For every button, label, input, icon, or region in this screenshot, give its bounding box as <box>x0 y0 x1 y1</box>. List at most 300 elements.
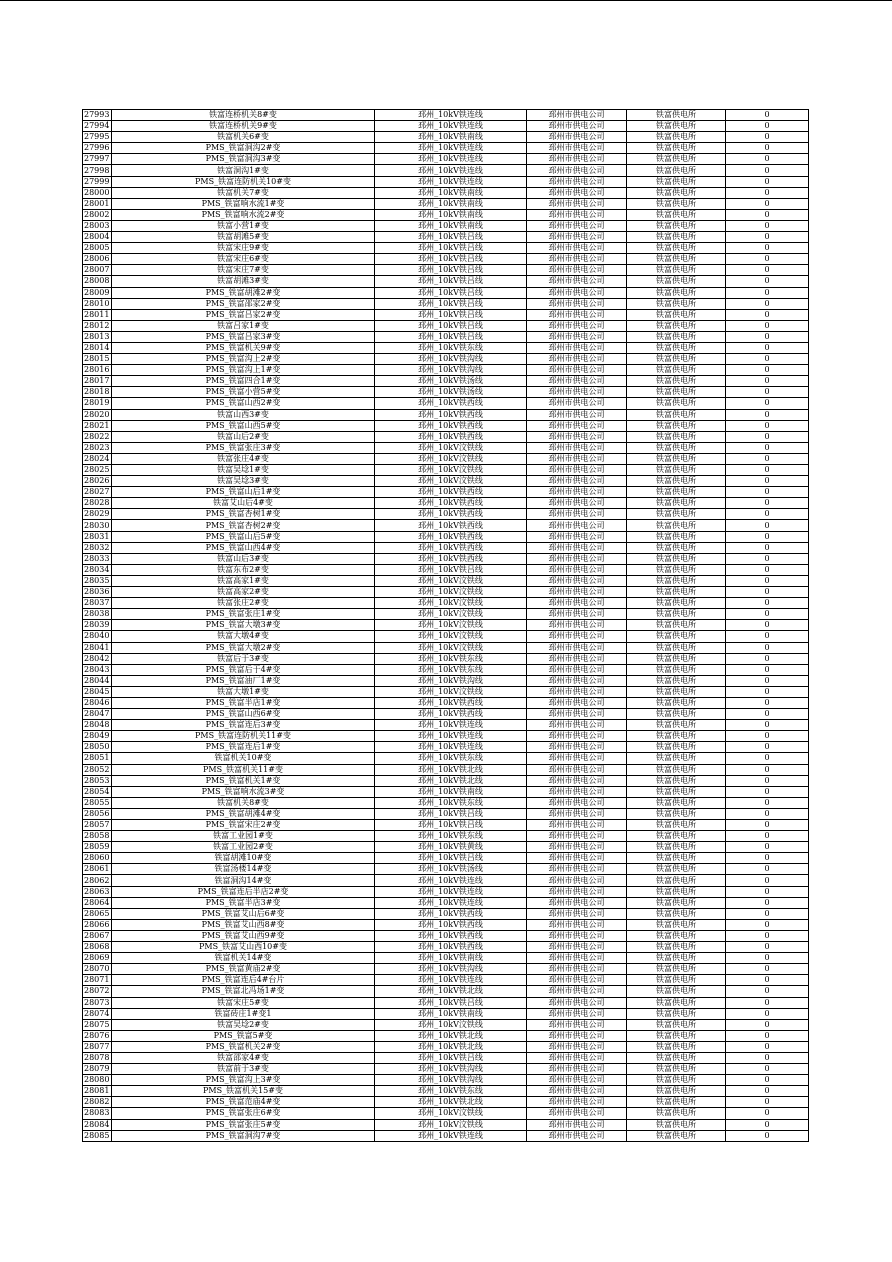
cell-value: 0 <box>726 342 809 353</box>
cell-transformer-name: 铁富大墩4#变 <box>112 631 375 642</box>
cell-feeder-line: 邳州_10kV铁西线 <box>375 553 527 564</box>
cell-power-station: 铁富供电所 <box>627 864 726 875</box>
cell-power-company: 邳州市供电公司 <box>527 110 627 121</box>
cell-feeder-line: 邳州_10kV铁吕线 <box>375 265 527 276</box>
cell-power-company: 邳州市供电公司 <box>527 176 627 187</box>
cell-transformer-name: PMS_铁富油厂1#变 <box>112 675 375 686</box>
cell-transformer-name: 铁富胡滩10#变 <box>112 853 375 864</box>
cell-value: 0 <box>726 1130 809 1141</box>
cell-serial-number: 28042 <box>83 653 112 664</box>
cell-power-station: 铁富供电所 <box>627 1075 726 1086</box>
cell-serial-number: 28050 <box>83 742 112 753</box>
cell-transformer-name: 铁富高家1#变 <box>112 575 375 586</box>
cell-serial-number: 28065 <box>83 908 112 919</box>
cell-serial-number: 28084 <box>83 1119 112 1130</box>
cell-serial-number: 28049 <box>83 731 112 742</box>
cell-transformer-name: PMS_铁富杏树1#变 <box>112 509 375 520</box>
cell-power-company: 邳州市供电公司 <box>527 598 627 609</box>
table-row <box>83 919 809 930</box>
cell-power-station: 铁富供电所 <box>627 587 726 598</box>
cell-power-station: 铁富供电所 <box>627 1030 726 1041</box>
table-body <box>83 110 809 1142</box>
cell-power-company: 邳州市供电公司 <box>527 220 627 231</box>
cell-value: 0 <box>726 331 809 342</box>
cell-serial-number: 28045 <box>83 686 112 697</box>
cell-transformer-name: PMS_铁富机关11#变 <box>112 764 375 775</box>
table-row <box>83 531 809 542</box>
cell-serial-number: 28032 <box>83 542 112 553</box>
cell-serial-number: 28026 <box>83 476 112 487</box>
cell-serial-number: 28030 <box>83 520 112 531</box>
cell-power-station: 铁富供电所 <box>627 820 726 831</box>
cell-feeder-line: 邳州_10kV铁西线 <box>375 930 527 941</box>
cell-transformer-name: 铁富山后2#变 <box>112 431 375 442</box>
cell-transformer-name: PMS_铁富北冯场1#变 <box>112 986 375 997</box>
cell-power-station: 铁富供电所 <box>627 376 726 387</box>
cell-feeder-line: 邳州_10kV铁吕线 <box>375 820 527 831</box>
table-row <box>83 342 809 353</box>
cell-feeder-line: 邳州_10kV铁南线 <box>375 220 527 231</box>
table-row <box>83 797 809 808</box>
cell-power-station: 铁富供电所 <box>627 165 726 176</box>
cell-power-company: 邳州市供电公司 <box>527 997 627 1008</box>
cell-value: 0 <box>726 664 809 675</box>
table-row <box>83 243 809 254</box>
table-row <box>83 653 809 664</box>
cell-transformer-name: 铁富机关14#变 <box>112 953 375 964</box>
cell-transformer-name: PMS_铁富张庄6#变 <box>112 1108 375 1119</box>
cell-serial-number: 28029 <box>83 509 112 520</box>
cell-transformer-name: 铁富机关6#变 <box>112 132 375 143</box>
cell-serial-number: 28036 <box>83 587 112 598</box>
cell-feeder-line: 邳州_10kV汶铁线 <box>375 631 527 642</box>
cell-value: 0 <box>726 631 809 642</box>
cell-feeder-line: 邳州_10kV铁连线 <box>375 165 527 176</box>
cell-feeder-line: 邳州_10kV铁沟线 <box>375 365 527 376</box>
table-row <box>83 553 809 564</box>
table-row <box>83 254 809 265</box>
cell-feeder-line: 邳州_10kV铁连线 <box>375 1130 527 1141</box>
cell-value: 0 <box>726 320 809 331</box>
cell-feeder-line: 邳州_10kV铁汤线 <box>375 864 527 875</box>
table-row <box>83 420 809 431</box>
cell-transformer-name: 铁富后于3#变 <box>112 653 375 664</box>
cell-feeder-line: 邳州_10kV汶铁线 <box>375 642 527 653</box>
cell-power-station: 铁富供电所 <box>627 209 726 220</box>
cell-serial-number: 27995 <box>83 132 112 143</box>
cell-feeder-line: 邳州_10kV铁西线 <box>375 942 527 953</box>
cell-power-station: 铁富供电所 <box>627 354 726 365</box>
cell-power-company: 邳州市供电公司 <box>527 753 627 764</box>
cell-power-company: 邳州市供电公司 <box>527 243 627 254</box>
cell-serial-number: 28074 <box>83 1008 112 1019</box>
cell-power-company: 邳州市供电公司 <box>527 986 627 997</box>
cell-serial-number: 28024 <box>83 453 112 464</box>
cell-feeder-line: 邳州_10kV铁连线 <box>375 875 527 886</box>
cell-serial-number: 28012 <box>83 320 112 331</box>
cell-value: 0 <box>726 598 809 609</box>
cell-transformer-name: 铁富张庄4#变 <box>112 453 375 464</box>
cell-serial-number: 28077 <box>83 1041 112 1052</box>
cell-feeder-line: 邳州_10kV汶铁线 <box>375 476 527 487</box>
cell-serial-number: 28067 <box>83 930 112 941</box>
cell-power-station: 铁富供电所 <box>627 431 726 442</box>
cell-power-company: 邳州市供电公司 <box>527 465 627 476</box>
cell-feeder-line: 邳州_10kV铁西线 <box>375 542 527 553</box>
cell-value: 0 <box>726 1019 809 1030</box>
cell-transformer-name: 铁富砖庄1#变1 <box>112 1008 375 1019</box>
cell-serial-number: 28048 <box>83 720 112 731</box>
cell-value: 0 <box>726 420 809 431</box>
cell-feeder-line: 邳州_10kV汶铁线 <box>375 453 527 464</box>
cell-serial-number: 28022 <box>83 431 112 442</box>
cell-serial-number: 28047 <box>83 709 112 720</box>
cell-feeder-line: 邳州_10kV铁黄线 <box>375 842 527 853</box>
cell-feeder-line: 邳州_10kV汶铁线 <box>375 465 527 476</box>
cell-power-station: 铁富供电所 <box>627 875 726 886</box>
cell-power-company: 邳州市供电公司 <box>527 1052 627 1063</box>
cell-serial-number: 28040 <box>83 631 112 642</box>
cell-value: 0 <box>726 309 809 320</box>
cell-serial-number: 28044 <box>83 675 112 686</box>
cell-value: 0 <box>726 498 809 509</box>
cell-transformer-name: PMS_铁富连后1#变 <box>112 742 375 753</box>
cell-value: 0 <box>726 1097 809 1108</box>
cell-power-company: 邳州市供电公司 <box>527 697 627 708</box>
cell-serial-number: 27994 <box>83 121 112 132</box>
cell-power-station: 铁富供电所 <box>627 786 726 797</box>
cell-power-company: 邳州市供电公司 <box>527 1030 627 1041</box>
cell-power-station: 铁富供电所 <box>627 121 726 132</box>
cell-power-company: 邳州市供电公司 <box>527 320 627 331</box>
cell-value: 0 <box>726 587 809 598</box>
cell-serial-number: 28051 <box>83 753 112 764</box>
cell-feeder-line: 邳州_10kV铁沟线 <box>375 354 527 365</box>
cell-feeder-line: 邳州_10kV铁南线 <box>375 209 527 220</box>
cell-power-station: 铁富供电所 <box>627 187 726 198</box>
cell-serial-number: 28016 <box>83 365 112 376</box>
cell-value: 0 <box>726 520 809 531</box>
cell-transformer-name: 铁富连桥机关9#变 <box>112 121 375 132</box>
cell-power-station: 铁富供电所 <box>627 1097 726 1108</box>
cell-power-station: 铁富供电所 <box>627 808 726 819</box>
cell-power-company: 邳州市供电公司 <box>527 908 627 919</box>
table-row <box>83 143 809 154</box>
cell-power-company: 邳州市供电公司 <box>527 132 627 143</box>
cell-feeder-line: 邳州_10kV铁东线 <box>375 753 527 764</box>
cell-value: 0 <box>726 476 809 487</box>
cell-power-station: 铁富供电所 <box>627 331 726 342</box>
cell-serial-number: 28003 <box>83 220 112 231</box>
cell-feeder-line: 邳州_10kV铁沟线 <box>375 1075 527 1086</box>
cell-serial-number: 28038 <box>83 609 112 620</box>
cell-transformer-name: PMS_铁富山西6#变 <box>112 709 375 720</box>
cell-serial-number: 28072 <box>83 986 112 997</box>
cell-feeder-line: 邳州_10kV铁吕线 <box>375 232 527 243</box>
cell-power-station: 铁富供电所 <box>627 997 726 1008</box>
cell-serial-number: 28058 <box>83 831 112 842</box>
table-row <box>83 1052 809 1063</box>
cell-feeder-line: 邳州_10kV铁吕线 <box>375 331 527 342</box>
table-row <box>83 265 809 276</box>
cell-serial-number: 27998 <box>83 165 112 176</box>
cell-power-company: 邳州市供电公司 <box>527 409 627 420</box>
cell-serial-number: 28014 <box>83 342 112 353</box>
cell-feeder-line: 邳州_10kV汶铁线 <box>375 587 527 598</box>
cell-serial-number: 28000 <box>83 187 112 198</box>
cell-power-station: 铁富供电所 <box>627 731 726 742</box>
cell-transformer-name: PMS_铁富后于4#变 <box>112 664 375 675</box>
cell-transformer-name: PMS_铁富胡滩2#变 <box>112 287 375 298</box>
cell-value: 0 <box>726 398 809 409</box>
table-row <box>83 764 809 775</box>
table-row <box>83 132 809 143</box>
cell-feeder-line: 邳州_10kV汶铁线 <box>375 598 527 609</box>
cell-transformer-name: 铁富宋庄5#变 <box>112 997 375 1008</box>
cell-power-station: 铁富供电所 <box>627 220 726 231</box>
cell-value: 0 <box>726 143 809 154</box>
cell-power-station: 铁富供电所 <box>627 465 726 476</box>
cell-power-company: 邳州市供电公司 <box>527 609 627 620</box>
cell-power-company: 邳州市供电公司 <box>527 453 627 464</box>
cell-value: 0 <box>726 254 809 265</box>
cell-feeder-line: 邳州_10kV铁南线 <box>375 1008 527 1019</box>
cell-serial-number: 28066 <box>83 919 112 930</box>
cell-power-company: 邳州市供电公司 <box>527 553 627 564</box>
cell-power-company: 邳州市供电公司 <box>527 509 627 520</box>
cell-value: 0 <box>726 187 809 198</box>
cell-power-station: 铁富供电所 <box>627 154 726 165</box>
cell-value: 0 <box>726 542 809 553</box>
table-row <box>83 1108 809 1119</box>
cell-value: 0 <box>726 209 809 220</box>
cell-serial-number: 28015 <box>83 354 112 365</box>
cell-value: 0 <box>726 409 809 420</box>
cell-feeder-line: 邳州_10kV铁西线 <box>375 697 527 708</box>
table-row <box>83 709 809 720</box>
table-row <box>83 1119 809 1130</box>
cell-value: 0 <box>726 298 809 309</box>
cell-value: 0 <box>726 564 809 575</box>
cell-power-station: 铁富供电所 <box>627 908 726 919</box>
cell-power-station: 铁富供电所 <box>627 797 726 808</box>
cell-power-station: 铁富供电所 <box>627 609 726 620</box>
table-row <box>83 1030 809 1041</box>
cell-transformer-name: 铁富洞沟1#变 <box>112 165 375 176</box>
cell-value: 0 <box>726 797 809 808</box>
cell-serial-number: 28056 <box>83 808 112 819</box>
cell-value: 0 <box>726 1119 809 1130</box>
cell-serial-number: 27997 <box>83 154 112 165</box>
table-row <box>83 986 809 997</box>
cell-serial-number: 28004 <box>83 232 112 243</box>
cell-serial-number: 28028 <box>83 498 112 509</box>
cell-value: 0 <box>726 1041 809 1052</box>
cell-transformer-name: 铁富前于3#变 <box>112 1064 375 1075</box>
cell-value: 0 <box>726 387 809 398</box>
cell-power-station: 铁富供电所 <box>627 575 726 586</box>
cell-value: 0 <box>726 831 809 842</box>
cell-transformer-name: PMS_铁富杏树2#变 <box>112 520 375 531</box>
cell-value: 0 <box>726 1086 809 1097</box>
cell-feeder-line: 邳州_10kV汶铁线 <box>375 575 527 586</box>
cell-transformer-name: PMS_铁富连防机关10#变 <box>112 176 375 187</box>
cell-power-station: 铁富供电所 <box>627 1041 726 1052</box>
cell-serial-number: 28053 <box>83 775 112 786</box>
cell-power-company: 邳州市供电公司 <box>527 664 627 675</box>
cell-power-station: 铁富供电所 <box>627 964 726 975</box>
cell-serial-number: 28037 <box>83 598 112 609</box>
cell-power-station: 铁富供电所 <box>627 409 726 420</box>
cell-transformer-name: PMS_铁富机关1#变 <box>112 775 375 786</box>
cell-feeder-line: 邳州_10kV铁西线 <box>375 431 527 442</box>
cell-power-station: 铁富供电所 <box>627 309 726 320</box>
cell-value: 0 <box>726 110 809 121</box>
cell-value: 0 <box>726 864 809 875</box>
cell-feeder-line: 邳州_10kV铁西线 <box>375 409 527 420</box>
table-row <box>83 198 809 209</box>
cell-transformer-name: PMS_铁富艾山后6#变 <box>112 908 375 919</box>
cell-transformer-name: PMS_铁富大墩3#变 <box>112 620 375 631</box>
page-top-border <box>0 0 892 1</box>
cell-power-station: 铁富供电所 <box>627 232 726 243</box>
cell-power-station: 铁富供电所 <box>627 975 726 986</box>
cell-value: 0 <box>726 365 809 376</box>
cell-transformer-name: 铁富连桥机关8#变 <box>112 110 375 121</box>
table-row <box>83 808 809 819</box>
cell-value: 0 <box>726 276 809 287</box>
cell-feeder-line: 邳州_10kV铁连线 <box>375 731 527 742</box>
cell-value: 0 <box>726 742 809 753</box>
cell-transformer-name: PMS_铁富吕家2#变 <box>112 309 375 320</box>
cell-value: 0 <box>726 1030 809 1041</box>
cell-value: 0 <box>726 853 809 864</box>
cell-power-station: 铁富供电所 <box>627 930 726 941</box>
cell-power-station: 铁富供电所 <box>627 365 726 376</box>
cell-feeder-line: 邳州_10kV铁吕线 <box>375 309 527 320</box>
cell-power-company: 邳州市供电公司 <box>527 121 627 132</box>
cell-power-station: 铁富供电所 <box>627 653 726 664</box>
table-row <box>83 609 809 620</box>
table-row <box>83 1075 809 1086</box>
cell-power-company: 邳州市供电公司 <box>527 631 627 642</box>
cell-value: 0 <box>726 642 809 653</box>
cell-power-company: 邳州市供电公司 <box>527 587 627 598</box>
cell-value: 0 <box>726 165 809 176</box>
cell-power-station: 铁富供电所 <box>627 709 726 720</box>
cell-value: 0 <box>726 886 809 897</box>
table-row <box>83 509 809 520</box>
cell-serial-number: 28055 <box>83 797 112 808</box>
cell-transformer-name: PMS_铁富机关2#变 <box>112 1041 375 1052</box>
cell-feeder-line: 邳州_10kV铁吕线 <box>375 320 527 331</box>
table-row <box>83 886 809 897</box>
cell-transformer-name: PMS_铁富机关9#变 <box>112 342 375 353</box>
cell-feeder-line: 邳州_10kV铁西线 <box>375 509 527 520</box>
cell-feeder-line: 邳州_10kV铁吕线 <box>375 254 527 265</box>
table-row <box>83 1130 809 1141</box>
table-row <box>83 775 809 786</box>
cell-feeder-line: 邳州_10kV铁北线 <box>375 1041 527 1052</box>
cell-feeder-line: 邳州_10kV汶铁线 <box>375 1119 527 1130</box>
table-row <box>83 864 809 875</box>
cell-power-station: 铁富供电所 <box>627 265 726 276</box>
cell-transformer-name: 铁富山西3#变 <box>112 409 375 420</box>
cell-power-company: 邳州市供电公司 <box>527 786 627 797</box>
cell-power-company: 邳州市供电公司 <box>527 487 627 498</box>
cell-power-station: 铁富供电所 <box>627 110 726 121</box>
cell-transformer-name: PMS_铁富响水流3#变 <box>112 786 375 797</box>
cell-feeder-line: 邳州_10kV铁连线 <box>375 720 527 731</box>
cell-value: 0 <box>726 986 809 997</box>
cell-power-company: 邳州市供电公司 <box>527 476 627 487</box>
cell-feeder-line: 邳州_10kV铁南线 <box>375 953 527 964</box>
cell-power-station: 铁富供电所 <box>627 853 726 864</box>
cell-power-station: 铁富供电所 <box>627 764 726 775</box>
cell-value: 0 <box>726 720 809 731</box>
cell-serial-number: 28019 <box>83 398 112 409</box>
table-row <box>83 476 809 487</box>
cell-feeder-line: 邳州_10kV铁连线 <box>375 742 527 753</box>
table-row <box>83 376 809 387</box>
table-row <box>83 287 809 298</box>
cell-transformer-name: 铁富大墩1#变 <box>112 686 375 697</box>
cell-power-station: 铁富供电所 <box>627 520 726 531</box>
table-row <box>83 209 809 220</box>
cell-value: 0 <box>726 897 809 908</box>
cell-power-company: 邳州市供电公司 <box>527 620 627 631</box>
cell-feeder-line: 邳州_10kV汶铁线 <box>375 1108 527 1119</box>
cell-power-company: 邳州市供电公司 <box>527 1119 627 1130</box>
table-row <box>83 753 809 764</box>
cell-power-company: 邳州市供电公司 <box>527 398 627 409</box>
cell-transformer-name: 铁富小营1#变 <box>112 220 375 231</box>
cell-feeder-line: 邳州_10kV汶铁线 <box>375 442 527 453</box>
cell-serial-number: 28062 <box>83 875 112 886</box>
cell-serial-number: 28018 <box>83 387 112 398</box>
cell-serial-number: 28071 <box>83 975 112 986</box>
cell-power-company: 邳州市供电公司 <box>527 165 627 176</box>
cell-value: 0 <box>726 953 809 964</box>
cell-power-company: 邳州市供电公司 <box>527 709 627 720</box>
cell-serial-number: 28007 <box>83 265 112 276</box>
table-row <box>83 187 809 198</box>
cell-feeder-line: 邳州_10kV铁吕线 <box>375 997 527 1008</box>
cell-power-company: 邳州市供电公司 <box>527 919 627 930</box>
cell-power-company: 邳州市供电公司 <box>527 875 627 886</box>
cell-serial-number: 28075 <box>83 1019 112 1030</box>
cell-value: 0 <box>726 176 809 187</box>
cell-feeder-line: 邳州_10kV铁西线 <box>375 487 527 498</box>
cell-feeder-line: 邳州_10kV铁西线 <box>375 908 527 919</box>
cell-feeder-line: 邳州_10kV铁沟线 <box>375 964 527 975</box>
cell-transformer-name: 铁富高家2#变 <box>112 587 375 598</box>
cell-transformer-name: PMS_铁富黄庙2#变 <box>112 964 375 975</box>
cell-value: 0 <box>726 121 809 132</box>
cell-feeder-line: 邳州_10kV铁北线 <box>375 1030 527 1041</box>
cell-serial-number: 28041 <box>83 642 112 653</box>
cell-feeder-line: 邳州_10kV铁北线 <box>375 775 527 786</box>
cell-transformer-name: PMS_铁富山西4#变 <box>112 542 375 553</box>
cell-feeder-line: 邳州_10kV铁西线 <box>375 531 527 542</box>
table-row <box>83 121 809 132</box>
table-row <box>83 675 809 686</box>
cell-power-company: 邳州市供电公司 <box>527 1108 627 1119</box>
table-row <box>83 853 809 864</box>
cell-transformer-name: 铁富宋庄6#变 <box>112 254 375 265</box>
cell-value: 0 <box>726 376 809 387</box>
table-row <box>83 309 809 320</box>
